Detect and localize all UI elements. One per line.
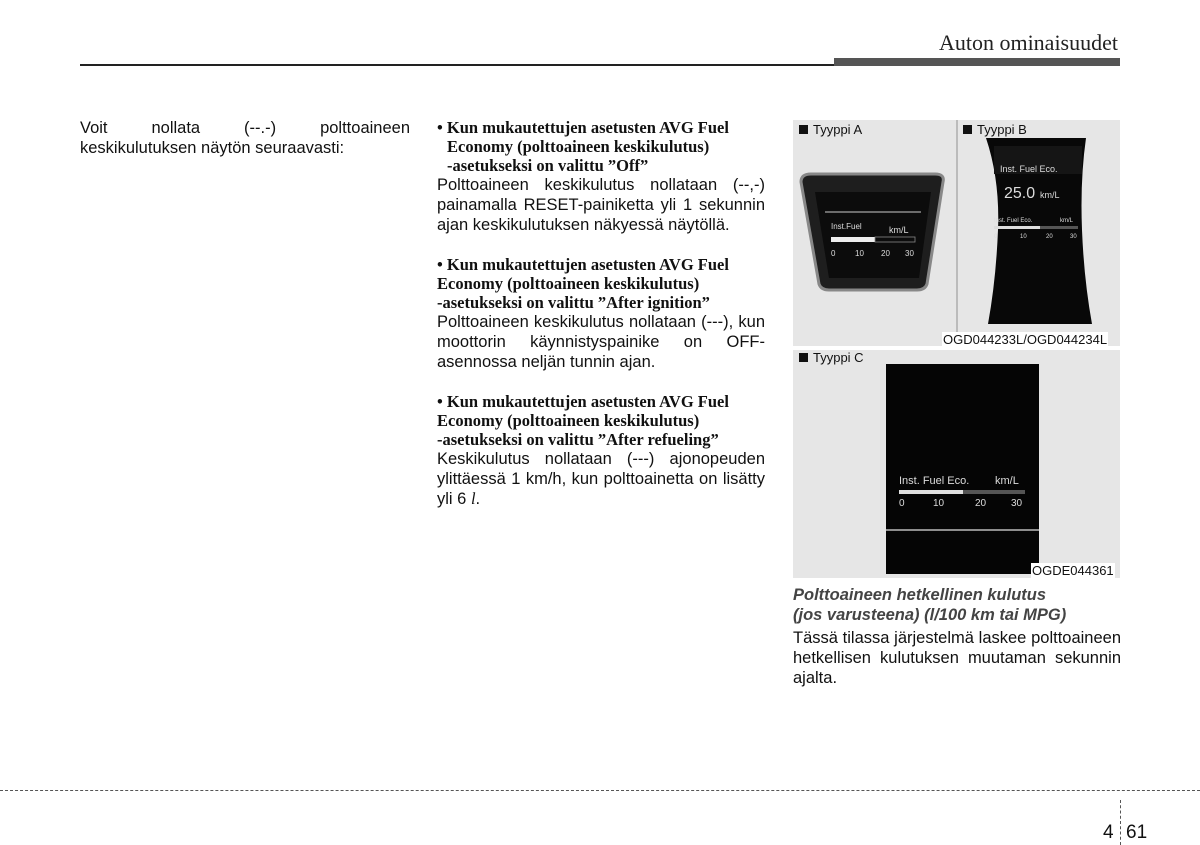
- section-after-ignition: [437, 255, 765, 372]
- caption-body: Tässä tilassa järjestelmä laskee polttoaineen hetkellisen kulutuksen muutaman sekunnin ajalta.: [793, 629, 1121, 687]
- type-b-bar-unit: km/L: [1060, 218, 1074, 224]
- type-a-label: Tyyppi A: [799, 122, 862, 137]
- section-heading: • Kun mukautettujen asetusten AVG Fuel Economy (polttoaineen keskikulutus) -asetukseksi on valittu ”After refueling”: [437, 392, 729, 449]
- type-c-level-bar: [899, 490, 963, 494]
- type-a-cluster-display: [793, 120, 956, 346]
- type-b-level-bar: [994, 226, 1040, 229]
- type-a-unit: km/L: [889, 225, 909, 235]
- figure-code-ab: OGD044233L/OGD044234L: [943, 332, 1108, 347]
- type-a-tick: 0: [831, 249, 836, 258]
- type-c-tick: 30: [1011, 498, 1023, 509]
- type-a-tick: 20: [881, 249, 890, 258]
- caption-title: Polttoaineen hetkellinen kulutus (jos varusteena) (l/100 km tai MPG): [793, 586, 1067, 624]
- section-heading: • Kun mukautettujen asetusten AVG Fuel Economy (polttoaineen keskikulutus) -asetukseksi on valittu ”After ignition”: [437, 255, 729, 312]
- type-a-tick: 30: [905, 249, 914, 258]
- type-b-value: 25.0: [1004, 185, 1036, 202]
- type-b-tick: 10: [1020, 234, 1027, 240]
- figure-code-c: OGDE044361: [1032, 563, 1114, 578]
- type-c-lcd-title: Inst. Fuel Eco.: [899, 475, 970, 487]
- type-c-cluster-display: [793, 350, 1120, 578]
- figure-caption: [793, 585, 1121, 688]
- type-b-tick: 20: [1046, 234, 1053, 240]
- type-c-unit: km/L: [995, 475, 1019, 487]
- type-a-tick: 10: [855, 249, 864, 258]
- reset-instructions: [437, 118, 765, 529]
- running-header: Auton ominaisuudet: [938, 30, 1118, 55]
- section-body: Keskikulutus nollataan (---) ajonopeuden ylittäessä 1 km/h, kun polttoainetta on lisätty yli 6 l.: [437, 450, 765, 508]
- type-b-bar-title: Inst. Fuel Eco.: [994, 218, 1033, 224]
- section-body: Polttoaineen keskikulutus nollataan (--,-) painamalla RESET-painiketta yli 1 sekunnin ajan keskikulutuksen näkyessä näytöllä.: [437, 176, 765, 234]
- type-c-label: Tyyppi C: [799, 350, 864, 365]
- figure-type-c: [793, 350, 1120, 578]
- type-c-tick: 20: [975, 498, 987, 509]
- intro-paragraph: Voit nollata (--.-) polttoaineen keskikulutuksen näytön seuraavasti:: [80, 119, 410, 157]
- section-off: [437, 118, 765, 235]
- page-number: 61: [1126, 822, 1148, 843]
- type-b-tick: 30: [1070, 234, 1077, 240]
- footer-rule: [0, 790, 1200, 791]
- type-c-tick: 0: [899, 498, 905, 509]
- chapter-number: 4: [1103, 822, 1114, 843]
- type-b-lcd-title: Inst. Fuel Eco.: [1000, 164, 1058, 174]
- footer-divider: [1120, 800, 1121, 845]
- type-c-tick: 10: [933, 498, 945, 509]
- type-a-level-bar: [831, 237, 875, 242]
- section-heading: • Kun mukautettujen asetusten AVG Fuel Economy (polttoaineen keskikulutus) -asetukseksi on valittu ”Off”: [437, 118, 729, 175]
- type-b-tick: 0: [994, 234, 998, 240]
- section-body: Polttoaineen keskikulutus nollataan (---), kun moottorin käynnistyspainike on OFF-asennossa neljän tunnin ajan.: [437, 313, 765, 371]
- type-a-lcd-title: Inst.Fuel: [831, 222, 862, 231]
- figure-type-a: [793, 120, 956, 346]
- type-b-cluster-display: [958, 120, 1120, 346]
- type-b-value-unit: km/L: [1040, 190, 1060, 200]
- header-rule-accent: [834, 58, 1120, 66]
- figure-type-b: [958, 120, 1120, 346]
- type-b-label: Tyyppi B: [963, 122, 1027, 137]
- section-after-refueling: [437, 392, 765, 509]
- header-rule: [80, 64, 840, 66]
